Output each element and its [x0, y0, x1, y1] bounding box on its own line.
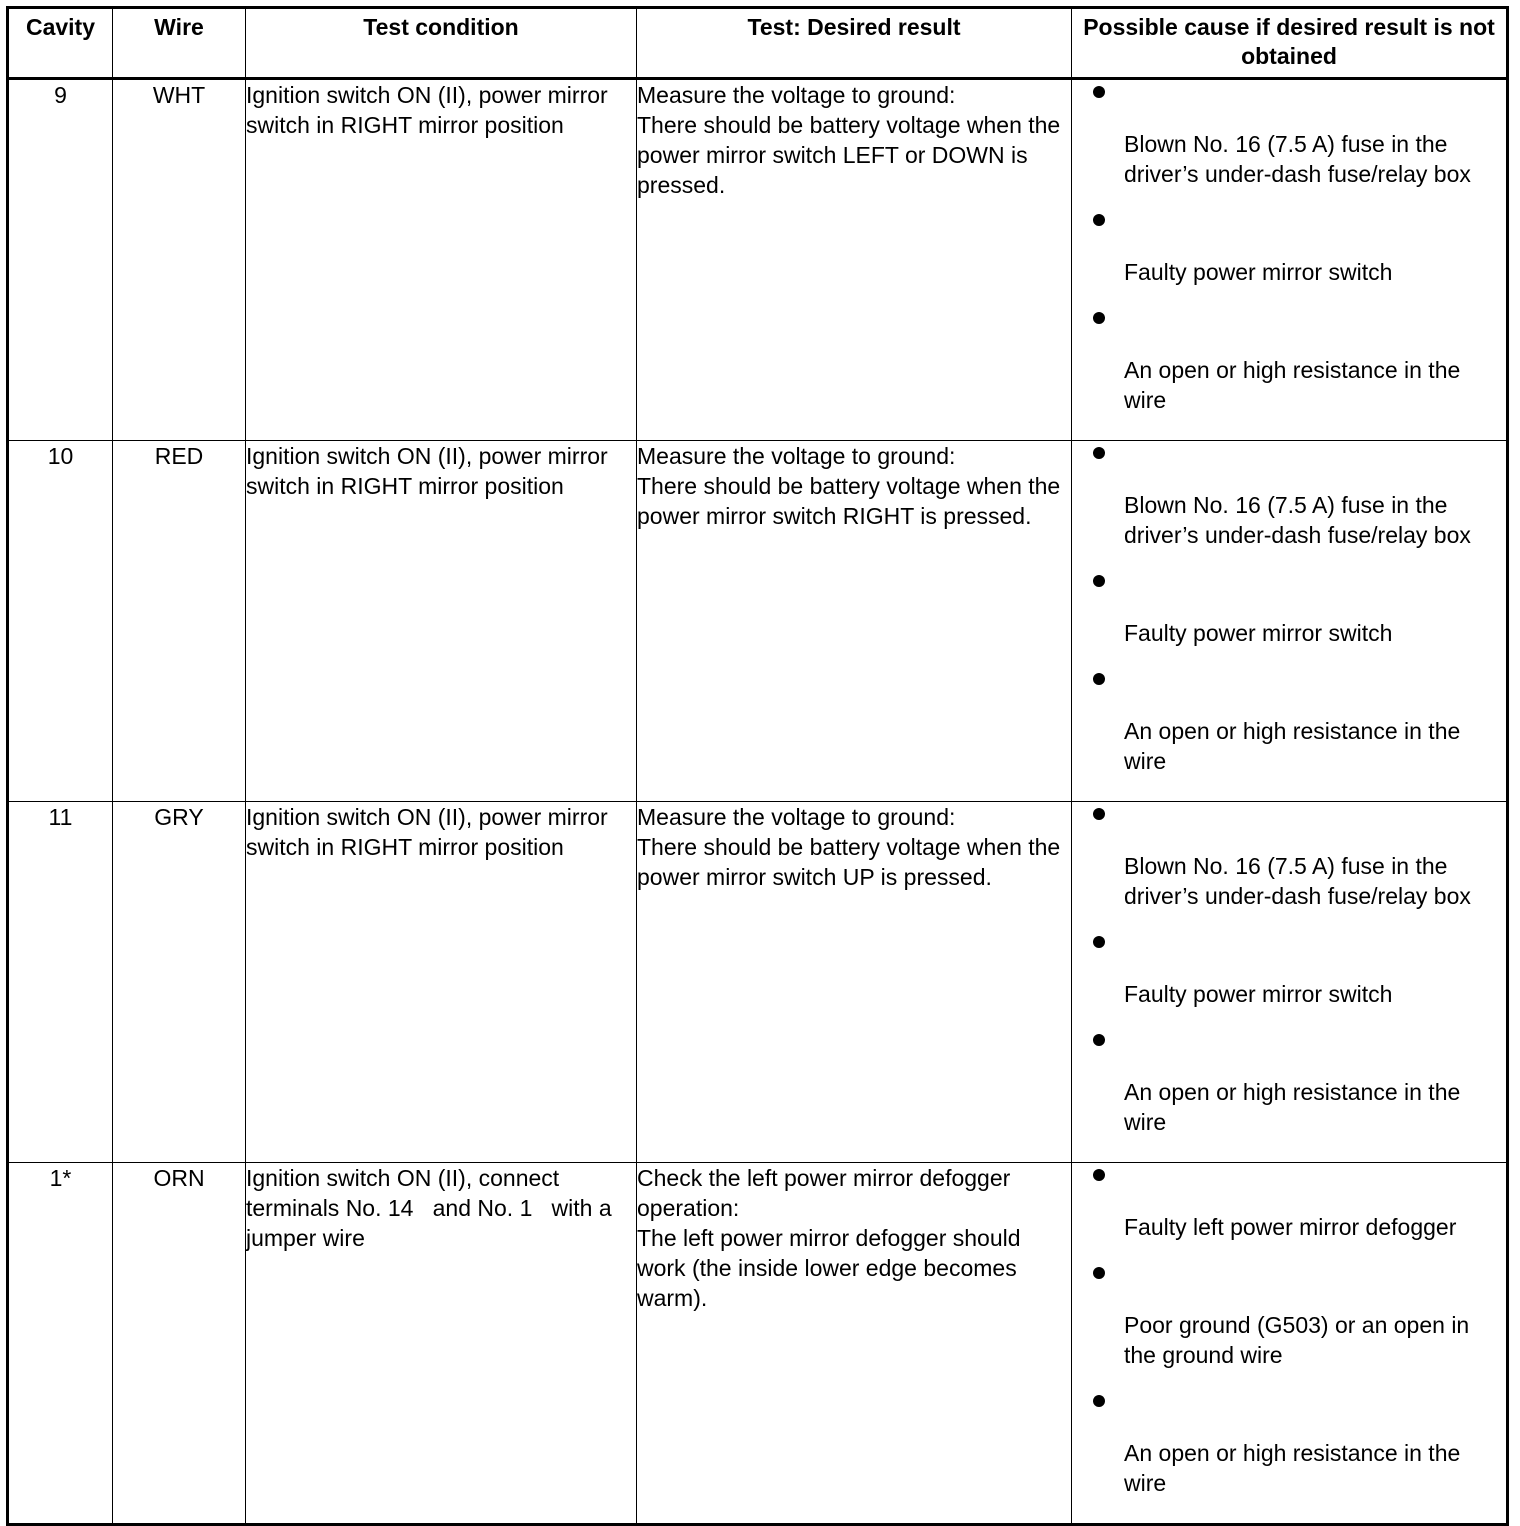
- result-line: There should be battery voltage when the power mirror switch RIGHT is pressed.: [637, 473, 1061, 529]
- header-possible-cause: Possible cause if desired result is not obtained: [1072, 8, 1508, 79]
- bullet-icon: [1093, 86, 1105, 98]
- result-line: Measure the voltage to ground:: [637, 443, 956, 469]
- cause-item: [1072, 1169, 1506, 1242]
- table-row: [8, 1163, 1508, 1525]
- cause-text: Faulty power mirror switch: [1124, 259, 1393, 285]
- bullet-icon: [1093, 312, 1105, 324]
- result-line: Measure the voltage to ground:: [637, 804, 956, 830]
- cause-item: [1072, 1034, 1506, 1137]
- cause-item: [1072, 86, 1506, 189]
- header-test-condition: Test condition: [246, 8, 637, 79]
- cause-text: Faulty power mirror switch: [1124, 620, 1393, 646]
- cause-text: Faulty left power mirror defogger: [1124, 1214, 1457, 1240]
- cause-item: [1072, 312, 1506, 415]
- desired-result-cell: [637, 802, 1072, 1163]
- cavity-cell: 11: [8, 802, 113, 1163]
- header-wire: Wire: [113, 8, 246, 79]
- wire-cell: RED: [113, 441, 246, 802]
- cause-text: An open or high resistance in the wire: [1124, 1079, 1461, 1135]
- cause-item: [1072, 808, 1506, 911]
- desired-result-cell: [637, 79, 1072, 441]
- bullet-icon: [1093, 936, 1105, 948]
- possible-cause-cell: [1072, 441, 1508, 802]
- header-desired-result: Test: Desired result: [637, 8, 1072, 79]
- cause-item: [1072, 1395, 1506, 1498]
- result-line: Measure the voltage to ground:: [637, 82, 956, 108]
- bullet-icon: [1093, 1169, 1105, 1181]
- bullet-icon: [1093, 808, 1105, 820]
- cavity-cell: 1*: [8, 1163, 113, 1525]
- cause-item: [1072, 214, 1506, 287]
- bullet-icon: [1093, 447, 1105, 459]
- bullet-icon: [1093, 214, 1105, 226]
- header-cavity: Cavity: [8, 8, 113, 79]
- cause-item: [1072, 936, 1506, 1009]
- cause-item: [1072, 575, 1506, 648]
- result-line: There should be battery voltage when the power mirror switch LEFT or DOWN is pressed.: [637, 112, 1061, 198]
- wire-cell: WHT: [113, 79, 246, 441]
- cause-text: Blown No. 16 (7.5 A) fuse in the driver’s under-dash fuse/relay box: [1124, 853, 1471, 909]
- cause-text: An open or high resistance in the wire: [1124, 357, 1461, 413]
- cavity-cell: 10: [8, 441, 113, 802]
- wire-cell: GRY: [113, 802, 246, 1163]
- result-line: The left power mirror defogger should work (the inside lower edge becomes warm).: [637, 1225, 1021, 1311]
- test-condition-cell: Ignition switch ON (II), connect terminals No. 14 and No. 1 with a jumper wire: [246, 1163, 637, 1525]
- test-condition-cell: Ignition switch ON (II), power mirror switch in RIGHT mirror position: [246, 802, 637, 1163]
- table-row: [8, 79, 1508, 441]
- bullet-icon: [1093, 1267, 1105, 1279]
- possible-cause-cell: [1072, 802, 1508, 1163]
- cause-text: Faulty power mirror switch: [1124, 981, 1393, 1007]
- header-row: [8, 8, 1508, 79]
- cause-item: [1072, 673, 1506, 776]
- result-line: Check the left power mirror defogger operation:: [637, 1165, 1011, 1221]
- bullet-icon: [1093, 673, 1105, 685]
- cause-text: Poor ground (G503) or an open in the ground wire: [1124, 1312, 1470, 1368]
- troubleshooting-table: [6, 6, 1509, 1526]
- bullet-icon: [1093, 1034, 1105, 1046]
- cause-text: Blown No. 16 (7.5 A) fuse in the driver’s under-dash fuse/relay box: [1124, 492, 1471, 548]
- cavity-cell: 9: [8, 79, 113, 441]
- cause-text: Blown No. 16 (7.5 A) fuse in the driver’s under-dash fuse/relay box: [1124, 131, 1471, 187]
- cause-text: An open or high resistance in the wire: [1124, 1440, 1461, 1496]
- bullet-icon: [1093, 1395, 1105, 1407]
- possible-cause-cell: [1072, 79, 1508, 441]
- desired-result-cell: [637, 441, 1072, 802]
- desired-result-cell: [637, 1163, 1072, 1525]
- wire-cell: ORN: [113, 1163, 246, 1525]
- table-row: [8, 441, 1508, 802]
- test-condition-cell: Ignition switch ON (II), power mirror switch in RIGHT mirror position: [246, 79, 637, 441]
- possible-cause-cell: [1072, 1163, 1508, 1525]
- cause-item: [1072, 1267, 1506, 1370]
- cause-text: An open or high resistance in the wire: [1124, 718, 1461, 774]
- test-condition-cell: Ignition switch ON (II), power mirror switch in RIGHT mirror position: [246, 441, 637, 802]
- table-row: [8, 802, 1508, 1163]
- result-line: There should be battery voltage when the power mirror switch UP is pressed.: [637, 834, 1061, 890]
- bullet-icon: [1093, 575, 1105, 587]
- cause-item: [1072, 447, 1506, 550]
